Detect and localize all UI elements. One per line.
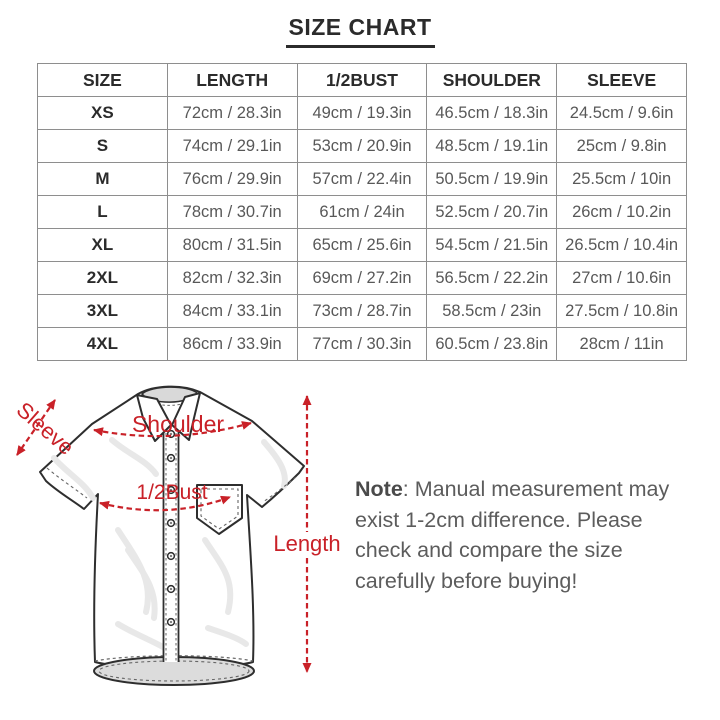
size-cell: 2XL [38,262,168,295]
measurement-cell: 27.5cm / 10.8in [557,295,687,328]
column-header: SIZE [38,64,168,97]
measurement-cell: 26cm / 10.2in [557,196,687,229]
table-row [38,163,687,196]
measurement-cell: 24.5cm / 9.6in [557,97,687,130]
table-row [38,97,687,130]
measurement-cell: 82cm / 32.3in [167,262,297,295]
note-text: Note: Manual measurement may exist 1-2cm difference. Please check and compare the size carefully before buying! [355,477,670,593]
size-cell: S [38,130,168,163]
measurement-cell: 54.5cm / 21.5in [427,229,557,262]
half-bust-label: 1/2Bust [136,481,208,504]
measurement-cell: 77cm / 30.3in [297,328,427,361]
measurement-cell: 61cm / 24in [297,196,427,229]
table-row [38,229,687,262]
measurement-cell: 25.5cm / 10in [557,163,687,196]
shirt-measurement-diagram [0,378,350,708]
table-row [38,328,687,361]
column-header: SHOULDER [427,64,557,97]
page-title [0,14,720,48]
shoulder-label: Shoulder [131,411,225,437]
size-cell: L [38,196,168,229]
measurement-cell: 50.5cm / 19.9in [427,163,557,196]
size-chart-table [37,63,687,361]
measurement-cell: 72cm / 28.3in [167,97,297,130]
measurement-cell: 73cm / 28.7in [297,295,427,328]
size-cell: XS [38,97,168,130]
measurement-cell: 69cm / 27.2in [297,262,427,295]
measurement-cell: 27cm / 10.6in [557,262,687,295]
measurement-cell: 46.5cm / 18.3in [427,97,557,130]
header-row [38,64,687,97]
measurement-cell: 58.5cm / 23in [427,295,557,328]
measurement-cell: 28cm / 11in [557,328,687,361]
table-row [38,295,687,328]
size-cell: M [38,163,168,196]
note-label: Note [355,477,403,501]
measurement-cell: 84cm / 33.1in [167,295,297,328]
size-table-head [38,64,687,97]
measurement-cell: 56.5cm / 22.2in [427,262,557,295]
measurement-cell: 57cm / 22.4in [297,163,427,196]
measurement-cell: 48.5cm / 19.1in [427,130,557,163]
table-row [38,130,687,163]
measurement-cell: 26.5cm / 10.4in [557,229,687,262]
measurement-cell: 78cm / 30.7in [167,196,297,229]
size-table-body [38,97,687,361]
size-cell: XL [38,229,168,262]
table-row [38,262,687,295]
measurement-cell: 49cm / 19.3in [297,97,427,130]
table-row [38,196,687,229]
column-header: 1/2BUST [297,64,427,97]
measurement-cell: 65cm / 25.6in [297,229,427,262]
column-header: LENGTH [167,64,297,97]
page-title-text: SIZE CHART [286,14,435,48]
measurement-cell: 86cm / 33.9in [167,328,297,361]
size-cell: 4XL [38,328,168,361]
measurement-cell: 80cm / 31.5in [167,229,297,262]
length-label: Length [273,531,341,556]
sleeve-label: Sleeve [11,396,79,460]
measurement-cell: 52.5cm / 20.7in [427,196,557,229]
size-cell: 3XL [38,295,168,328]
column-header: SLEEVE [557,64,687,97]
measurement-cell: 53cm / 20.9in [297,130,427,163]
measurement-cell: 76cm / 29.9in [167,163,297,196]
measurement-cell: 74cm / 29.1in [167,130,297,163]
measurement-cell: 25cm / 9.8in [557,130,687,163]
measurement-cell: 60.5cm / 23.8in [427,328,557,361]
